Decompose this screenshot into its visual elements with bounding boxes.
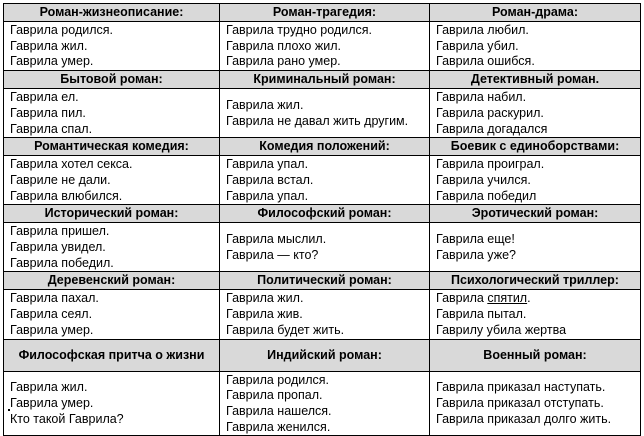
- genre-title: Боевик с единоборствами:: [430, 138, 641, 156]
- story-line: Гаврила приказал наступать.: [436, 380, 606, 395]
- genre-story-cell: [430, 223, 641, 272]
- genre-title-row: [4, 272, 641, 290]
- story-line: Гаврила пахал.: [10, 291, 99, 306]
- genre-story-row: [4, 156, 641, 205]
- genre-story-cell: [220, 22, 430, 71]
- story-line: Гаврила мыслил.: [226, 232, 327, 247]
- story-line: Гаврила плохо жил.: [226, 38, 341, 53]
- genre-title: Философская притча о жизни: [4, 339, 220, 371]
- stray-dot: [8, 409, 10, 411]
- story-line: Гаврила умер.: [10, 322, 94, 337]
- genre-story-cell: [4, 371, 220, 436]
- story-line: Гаврила сеял.: [10, 307, 93, 322]
- story-line: Гаврила умер.: [10, 396, 94, 411]
- story-line: Гаврила женился.: [226, 419, 331, 434]
- story-line: Гаврила упал.: [226, 157, 309, 172]
- genre-story-cell: [220, 223, 430, 272]
- genre-story-cell: [4, 89, 220, 138]
- genre-story-row: [4, 290, 641, 339]
- story-line: Гаврила еще!: [436, 232, 515, 247]
- story-line: Гавриле не дали.: [10, 172, 111, 187]
- story-line: Гаврила родился.: [226, 372, 330, 387]
- story-line: Гаврила убил.: [436, 38, 519, 53]
- genre-story-cell: [220, 371, 430, 436]
- genre-title-row: [4, 339, 641, 371]
- genre-title: Эротический роман:: [430, 205, 641, 223]
- story-line: Гаврила пытал.: [436, 307, 527, 322]
- story-line: Гаврила пропал.: [226, 388, 323, 403]
- genre-title: Политический роман:: [220, 272, 430, 290]
- story-line: Гаврила жил.: [226, 97, 304, 112]
- story-line: Гаврила победил.: [10, 255, 114, 270]
- genre-story-cell: [220, 290, 430, 339]
- genre-title-row: [4, 138, 641, 156]
- story-line: Гаврила родился.: [10, 23, 114, 37]
- genre-title: Криминальный роман:: [220, 71, 430, 89]
- genre-story-cell: [4, 22, 220, 71]
- story-line: Гаврила приказал отступать.: [436, 396, 604, 411]
- genre-title: Деревенский роман:: [4, 272, 220, 290]
- genre-title-row: [4, 205, 641, 223]
- story-line: Кто такой Гаврила?: [10, 411, 124, 426]
- genre-story-cell: [220, 89, 430, 138]
- genre-title: Комедия положений:: [220, 138, 430, 156]
- story-line: Гаврила пришел.: [10, 224, 110, 239]
- story-line: Гаврила раскурил.: [436, 105, 544, 120]
- story-line: Гаврилу убила жертва: [436, 322, 567, 337]
- story-line: Гаврила пил.: [10, 105, 86, 120]
- story-line: Гаврила уже?: [436, 247, 516, 262]
- story-line: Гаврила жив.: [226, 307, 303, 322]
- story-line: Гаврила ел.: [10, 90, 79, 105]
- genre-story-cell: [4, 156, 220, 205]
- genre-story-cell: [430, 290, 641, 339]
- genres-table-body: [4, 4, 641, 436]
- genre-story-cell: [430, 22, 641, 71]
- story-line: Гаврила упал.: [226, 188, 309, 203]
- story-line: Гаврила набил.: [436, 90, 527, 105]
- genre-title: Военный роман:: [430, 339, 641, 371]
- genre-story-row: [4, 89, 641, 138]
- genre-story-cell: [430, 371, 641, 436]
- genre-title: Психологический триллер:: [430, 272, 641, 290]
- genre-story-row: [4, 371, 641, 436]
- story-line: Гаврила победил: [436, 188, 537, 203]
- story-line: Гаврила нашелся.: [226, 403, 332, 418]
- genre-title: Романтическая комедия:: [4, 138, 220, 156]
- story-line: Гаврила хотел секса.: [10, 157, 133, 172]
- story-line: Гаврила влюбился.: [10, 188, 123, 203]
- story-line: Гаврила — кто?: [226, 247, 319, 262]
- genres-table: [3, 3, 641, 436]
- genre-story-row: [4, 223, 641, 272]
- story-line: Гаврила жил.: [226, 291, 304, 306]
- genre-title: Роман-драма:: [430, 4, 641, 22]
- genre-title: Индийский роман:: [220, 339, 430, 371]
- genre-story-cell: [430, 89, 641, 138]
- story-line: Гаврила не давал жить другим.: [226, 113, 409, 128]
- story-line: Гаврила ошибся.: [436, 54, 535, 69]
- story-line: Гаврила любил.: [436, 23, 529, 37]
- story-line: Гаврила увидел.: [10, 240, 106, 255]
- genre-title: Детективный роман.: [430, 71, 641, 89]
- story-line: Гаврила будет жить.: [226, 322, 345, 337]
- story-line: Гаврила жил.: [10, 380, 88, 395]
- story-line: Гаврила трудно родился.: [226, 23, 372, 37]
- genre-story-cell: [4, 223, 220, 272]
- story-line: Гаврила спал.: [10, 121, 93, 136]
- story-line: Гаврила умер.: [10, 54, 94, 69]
- genre-title: Роман-жизнеописание:: [4, 4, 220, 22]
- genre-story-cell: [4, 290, 220, 339]
- genre-title-row: [4, 71, 641, 89]
- story-line: Гаврила жил.: [10, 38, 88, 53]
- genre-title: Философский роман:: [220, 205, 430, 223]
- story-line: Гаврила догадался: [436, 121, 548, 136]
- genre-title-row: [4, 4, 641, 22]
- story-line: Гаврила учился.: [436, 172, 531, 187]
- genre-story-cell: [220, 156, 430, 205]
- genre-story-row: [4, 22, 641, 71]
- genre-story-cell: [430, 156, 641, 205]
- story-line: Гаврила встал.: [226, 172, 314, 187]
- genre-title: Исторический роман:: [4, 205, 220, 223]
- story-line: Гаврила спятил.: [436, 291, 531, 306]
- story-line: Гаврила приказал долго жить.: [436, 411, 612, 426]
- story-line: Гаврила проиграл.: [436, 157, 545, 172]
- genre-title: Бытовой роман:: [4, 71, 220, 89]
- story-line: Гаврила рано умер.: [226, 54, 341, 69]
- genre-title: Роман-трагедия:: [220, 4, 430, 22]
